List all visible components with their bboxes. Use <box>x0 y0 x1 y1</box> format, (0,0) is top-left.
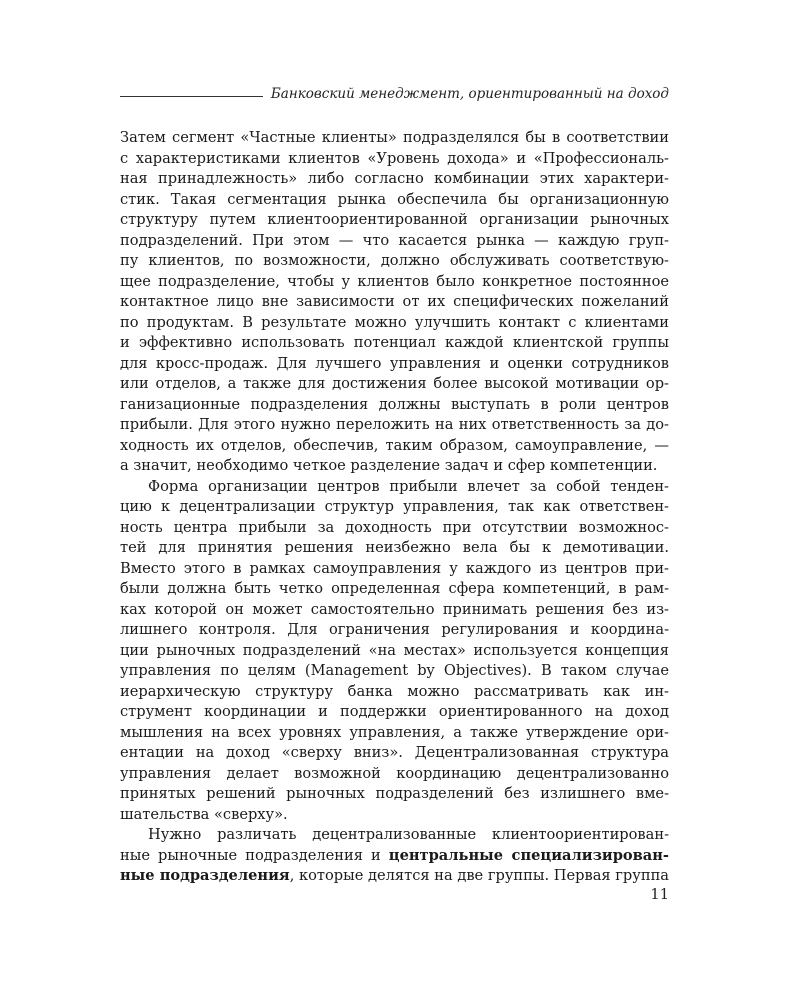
text-line: Форма организации центров прибыли влечет за собой тенден- <box>148 477 669 495</box>
text-line: стик. Такая сегментация рынка обеспечила бы организационную <box>120 190 669 208</box>
text-line: для кросс-продаж. Для лучшего управления и оценки сотрудников <box>120 354 669 372</box>
text-line-mixed <box>120 866 669 887</box>
text-line: ентации на доход «сверху вниз». Децентрализованная структура <box>120 744 669 761</box>
text-line: ная принадлежность» либо согласно комбинации этих характери- <box>120 170 669 187</box>
text-line: ках которой он может самостоятельно принимать решения без из- <box>120 600 669 618</box>
text-run: ные рыночные подразделения и <box>120 846 389 864</box>
body-text <box>120 128 669 887</box>
text-line: ганизационные подразделения должны выступать в роли центров <box>120 395 669 413</box>
text-line: щее подразделение, чтобы у клиентов было конкретное постоянное <box>120 272 669 290</box>
text-line: Затем сегмент «Частные клиенты» подразделялся бы в соответствии <box>120 129 669 146</box>
text-line: пу клиентов, по возможности, должно обслуживать соответствую- <box>120 252 669 269</box>
text-line: подразделений. При этом — что касается рынка — каждую груп- <box>120 231 669 249</box>
text-line: с характеристиками клиентов «Уровень дохода» и «Профессиональ- <box>120 149 669 167</box>
text-line: и эффективно использовать потенциал каждой клиентской группы <box>120 334 669 351</box>
text-line: управления делает возможной координацию децентрализованно <box>120 764 669 782</box>
text-line: управления по целям (Management by Objectives). В таком случае <box>120 662 669 679</box>
text-line: Вместо этого в рамках самоуправления у каждого из центров при- <box>120 559 669 577</box>
running-header <box>120 86 669 102</box>
text-line: ность центра прибыли за доходность при отсутствии возможнос- <box>120 518 669 536</box>
page-number: 11 <box>650 886 669 903</box>
header-rule <box>120 96 263 97</box>
text-line: цию к децентрализации структур управления, так как ответствен- <box>120 498 669 515</box>
text-line: структуру путем клиентоориентированной организации рыночных <box>120 211 669 228</box>
text-line: мышления на всех уровнях управления, а также утверждение ори- <box>120 723 669 741</box>
running-header-title: Банковский менеджмент, ориентированный на доход <box>270 86 669 102</box>
text-line: или отделов, а также для достижения более высокой мотивации ор- <box>120 375 669 392</box>
text-line: шательства «сверху». <box>120 805 288 823</box>
text-line: а значит, необходимо четкое разделение задач и сфер компетенции. <box>120 457 658 474</box>
text-line: Нужно различать децентрализованные клиентоориентирован- <box>148 826 669 843</box>
text-line: контактное лицо вне зависимости от их специфических пожеланий <box>120 293 669 310</box>
text-run: , которые делятся на две группы. Первая группа <box>289 867 669 884</box>
text-line: по продуктам. В результате можно улучшить контакт с клиентами <box>120 313 669 331</box>
text-line: были должна быть четко определенная сфера компетенций, в рам- <box>120 580 669 597</box>
text-line: лишнего контроля. Для ограничения регулирования и координа- <box>120 621 669 638</box>
text-line: иерархическую структуру банка можно рассматривать как ин- <box>120 682 669 700</box>
bold-term: ные подразделения <box>120 867 290 884</box>
text-line: ходность их отделов, обеспечив, таким образом, самоуправление, — <box>120 436 669 454</box>
text-line: струмент координации и поддержки ориентированного на доход <box>120 703 669 720</box>
bold-term: центральные специализирован- <box>388 846 669 864</box>
text-line: тей для принятия решения неизбежно вела бы к демотивации. <box>120 539 669 556</box>
text-line: принятых решений рыночных подразделений без излишнего вме- <box>120 785 669 802</box>
text-line: ции рыночных подразделений «на местах» используется концепция <box>120 641 669 659</box>
text-line-mixed <box>120 846 669 867</box>
text-line: прибыли. Для этого нужно переложить на них ответственность за до- <box>120 416 669 433</box>
